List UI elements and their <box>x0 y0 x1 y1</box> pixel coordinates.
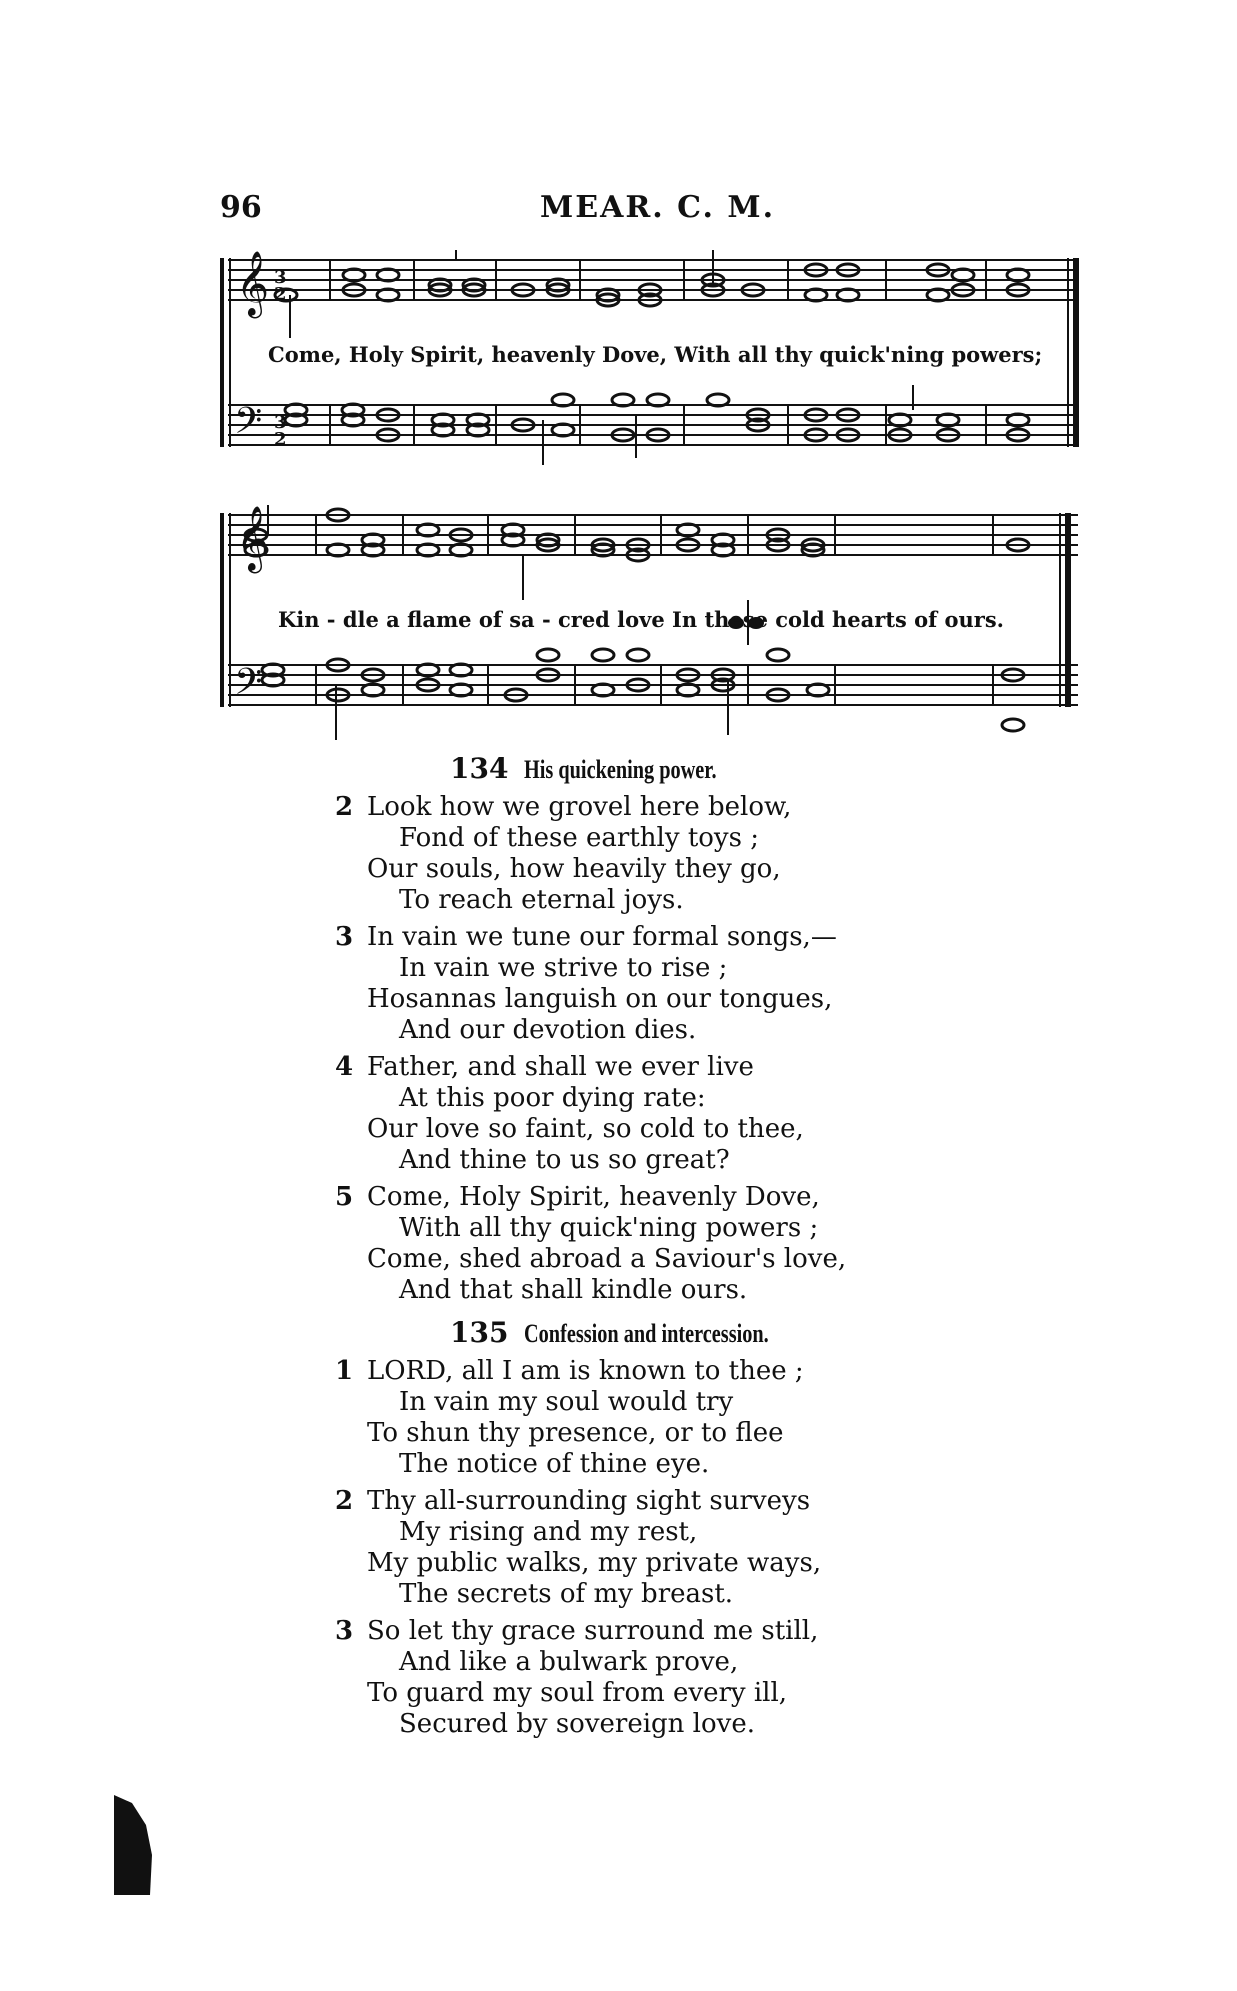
svg-text:𝄢: 𝄢 <box>234 661 263 712</box>
stanza-number: 2 <box>335 792 354 822</box>
verse-line: With all thy quick'ning powers ; <box>399 1213 819 1243</box>
lyric-line-1: Come, Holy Spirit, heavenly Dove, With all thy quick'ning powers; <box>268 342 1043 367</box>
hymn-number: 134 <box>450 752 509 785</box>
verse-line: Look how we grovel here below, <box>367 792 792 822</box>
stanza-number: 4 <box>335 1052 354 1082</box>
hymn-title: His quickening power. <box>524 755 717 784</box>
page-number: 96 <box>220 190 262 225</box>
lyric-line-2: Kin - dle a flame of sa - cred love In these cold hearts of ours. <box>278 607 1004 632</box>
stanza-number: 5 <box>335 1182 354 1212</box>
stanza-134-4 <box>335 1052 804 1176</box>
svg-text:3: 3 <box>274 267 287 288</box>
verse-line: And that shall kindle ours. <box>399 1275 748 1305</box>
verse-line: And our devotion dies. <box>399 1015 697 1045</box>
svg-text:2: 2 <box>274 429 287 450</box>
verse-line: To reach eternal joys. <box>399 885 684 915</box>
verse-line: The notice of thine eye. <box>399 1449 710 1479</box>
hymn-heading-135 <box>450 1316 838 1349</box>
hymn-title: Confession and intercession. <box>524 1319 770 1348</box>
verse-line: In vain we tune our formal songs,— <box>367 922 837 952</box>
stanza-134-2 <box>335 792 791 916</box>
verse-line: Secured by sovereign love. <box>399 1709 755 1739</box>
verse-line: Come, Holy Spirit, heavenly Dove, <box>367 1182 820 1212</box>
verse-line: LORD, all I am is known to thee ; <box>367 1356 804 1386</box>
music-system-2 <box>218 505 1081 745</box>
verse-line: My public walks, my private ways, <box>367 1548 822 1578</box>
stanza-135-1 <box>335 1356 804 1480</box>
verse-line: Come, shed abroad a Saviour's love, <box>367 1244 847 1274</box>
svg-text:𝄢: 𝄢 <box>234 400 263 451</box>
stanza-134-3 <box>335 922 837 1046</box>
verse-line: Fond of these earthly toys ; <box>399 823 759 853</box>
stanza-number: 2 <box>335 1486 354 1516</box>
stanza-134-5 <box>335 1182 846 1306</box>
verse-line: So let thy grace surround me still, <box>367 1616 819 1646</box>
scan-smudge <box>112 1795 168 1900</box>
svg-text:𝄞: 𝄞 <box>236 506 270 571</box>
verse-line: And thine to us so great? <box>399 1145 730 1175</box>
verse-line: Hosannas languish on our tongues, <box>367 984 833 1014</box>
verse-line: To shun thy presence, or to flee <box>367 1418 784 1448</box>
verse-line: Thy all-surrounding sight surveys <box>367 1486 811 1516</box>
verse-line: In vain we strive to rise ; <box>399 953 728 983</box>
verse-line: At this poor dying rate: <box>399 1083 706 1113</box>
svg-text:𝄞: 𝄞 <box>236 251 270 316</box>
verse-line: And like a bulwark prove, <box>399 1647 739 1677</box>
tune-title: MEAR. C. M. <box>540 190 776 225</box>
stanza-number: 1 <box>335 1356 354 1386</box>
hymn-number: 135 <box>450 1316 509 1349</box>
verse-line: To guard my soul from every ill, <box>367 1678 788 1708</box>
stanza-number: 3 <box>335 922 354 952</box>
svg-text:3: 3 <box>274 412 287 433</box>
svg-text:2: 2 <box>274 284 287 305</box>
stanza-number: 3 <box>335 1616 354 1646</box>
verse-line: Our souls, how heavily they go, <box>367 854 781 884</box>
verse-line: My rising and my rest, <box>399 1517 698 1547</box>
verse-line: Our love so faint, so cold to thee, <box>367 1114 804 1144</box>
music-system-1 <box>218 250 1081 465</box>
verse-line: The secrets of my breast. <box>399 1579 734 1609</box>
hymn-heading-134 <box>450 752 771 785</box>
verse-line: In vain my soul would try <box>399 1387 734 1417</box>
stanza-135-2 <box>335 1486 821 1610</box>
verse-line: Father, and shall we ever live <box>367 1052 754 1082</box>
stanza-135-3 <box>335 1616 818 1740</box>
